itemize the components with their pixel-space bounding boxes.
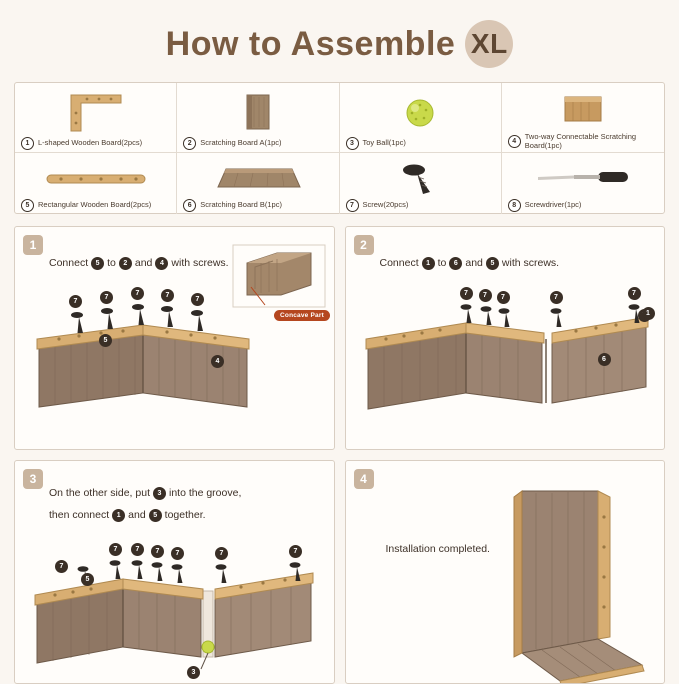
step-2-ref-6: 6 <box>449 257 462 270</box>
part-caption <box>344 137 497 150</box>
step-3-ref-5: 5 <box>149 509 162 522</box>
step-4-text: Installation completed. <box>385 543 490 555</box>
scratching-board-a-icon <box>181 89 334 137</box>
step-4 <box>345 460 666 684</box>
part-label: Screwdriver(1pc) <box>524 200 582 210</box>
step-1-text-a: Connect <box>49 257 89 269</box>
step-3-ref-3: 3 <box>153 487 166 500</box>
step-2 <box>345 226 666 450</box>
part-number: 6 <box>183 199 196 212</box>
step-1-text-b: to <box>107 257 116 269</box>
steps-grid <box>14 226 665 684</box>
step-3-part-label-3: 3 <box>187 666 200 679</box>
part-number: 1 <box>21 137 34 150</box>
step-3-text-e: together. <box>164 509 206 522</box>
part-caption <box>506 133 660 150</box>
part-number: 3 <box>346 137 359 150</box>
step-1 <box>14 226 335 450</box>
page-title <box>14 20 665 68</box>
step-1-text-d: with screws. <box>171 257 229 269</box>
part-number: 7 <box>346 199 359 212</box>
l-shaped-board-icon <box>19 89 172 137</box>
step-1-text-c: and <box>134 257 153 269</box>
step-4-badge: 4 <box>354 469 374 489</box>
part-label: Rectangular Wooden Board(2pcs) <box>38 200 152 210</box>
part-label: Screw(20pcs) <box>362 200 409 210</box>
parts-list <box>14 82 665 214</box>
part-label: L-shaped Wooden Board(2pcs) <box>38 138 143 148</box>
step-2-text-b: to <box>437 257 447 269</box>
part-item-two-way-board <box>502 83 664 153</box>
part-item-scratching-board-a <box>177 83 339 153</box>
step-1-ref-2: 2 <box>119 257 132 270</box>
step-3-screw-label: 7 <box>151 545 164 558</box>
step-4-illustration <box>346 461 665 683</box>
part-item-toy-ball <box>340 83 502 153</box>
part-item-l-shaped-board <box>15 83 177 153</box>
step-1-part-label-5: 5 <box>99 334 112 347</box>
step-2-part-label-1: 1 <box>642 307 655 320</box>
part-caption <box>181 137 334 150</box>
step-3-text-a: On the other side, put <box>49 487 150 499</box>
step-2-text-d: with screws. <box>501 257 560 269</box>
step-2-screw-label: 7 <box>497 291 510 304</box>
part-number: 5 <box>21 199 34 212</box>
screw-icon <box>344 159 497 199</box>
step-2-text-c: and <box>465 257 483 269</box>
part-item-scratching-board-b <box>177 153 339 214</box>
part-label: Scratching Board A(1pc) <box>200 138 282 148</box>
scratching-board-b-icon <box>181 159 334 199</box>
step-2-screw-label: 7 <box>479 289 492 302</box>
step-1-ref-5: 5 <box>91 257 104 270</box>
step-2-screw-label: 7 <box>628 287 641 300</box>
step-1-illustration <box>15 227 334 449</box>
step-3-text-c: then connect <box>49 509 110 522</box>
rectangular-board-icon <box>19 159 172 199</box>
step-3-text-d: and <box>128 509 146 522</box>
step-3-illustration <box>15 461 334 683</box>
part-number: 8 <box>508 199 521 212</box>
part-item-rectangular-board <box>15 153 177 214</box>
step-1-screw-label: 7 <box>69 295 82 308</box>
part-number: 4 <box>508 135 521 148</box>
step-2-ref-5: 5 <box>486 257 499 270</box>
step-1-ref-4: 4 <box>155 257 168 270</box>
step-3-screw-label: 7 <box>171 547 184 560</box>
step-3-ref-1: 1 <box>112 509 125 522</box>
part-item-screwdriver <box>502 153 664 214</box>
step-2-ref-1: 1 <box>422 257 435 270</box>
part-caption <box>19 137 172 150</box>
step-3-screw-label: 7 <box>131 543 144 556</box>
step-2-screw-label: 7 <box>460 287 473 300</box>
step-2-badge: 2 <box>354 235 374 255</box>
step-2-illustration <box>346 227 665 449</box>
step-1-part-label-4: 4 <box>211 355 224 368</box>
concave-part-callout: Concave Part <box>274 310 330 321</box>
step-1-badge: 1 <box>23 235 43 255</box>
part-caption <box>19 199 172 212</box>
step-1-screw-label: 7 <box>100 291 113 304</box>
step-3-part-label-5: 5 <box>81 573 94 586</box>
part-caption <box>181 199 334 212</box>
step-3-text-b: into the groove, <box>168 487 242 499</box>
step-2-text-a: Connect <box>379 257 419 269</box>
step-3-badge: 3 <box>23 469 43 489</box>
step-1-screw-label: 7 <box>191 293 204 306</box>
step-1-screw-label: 7 <box>161 289 174 302</box>
step-2-screw-label: 7 <box>550 291 563 304</box>
page-title-text: How to Assemble <box>165 24 456 63</box>
step-1-screw-label: 7 <box>131 287 144 300</box>
step-3-screw-label: 7 <box>215 547 228 560</box>
part-caption <box>344 199 497 212</box>
step-3-screw-label: 7 <box>109 543 122 556</box>
toy-ball-icon <box>344 89 497 137</box>
step-3-screw-label: 7 <box>289 545 302 558</box>
step-3-screw-label: 7 <box>55 560 68 573</box>
part-label: Scratching Board B(1pc) <box>200 200 282 210</box>
xl-badge: XL <box>465 20 513 68</box>
part-item-screw <box>340 153 502 214</box>
part-label: Toy Ball(1pc) <box>362 138 406 148</box>
part-label: Two-way Connectable Scratching Board(1pc) <box>524 132 637 150</box>
part-number: 2 <box>183 137 196 150</box>
two-way-board-icon <box>506 89 660 133</box>
step-2-part-label-6: 6 <box>598 353 611 366</box>
part-caption <box>506 199 660 212</box>
screwdriver-icon <box>506 159 660 199</box>
step-3 <box>14 460 335 684</box>
